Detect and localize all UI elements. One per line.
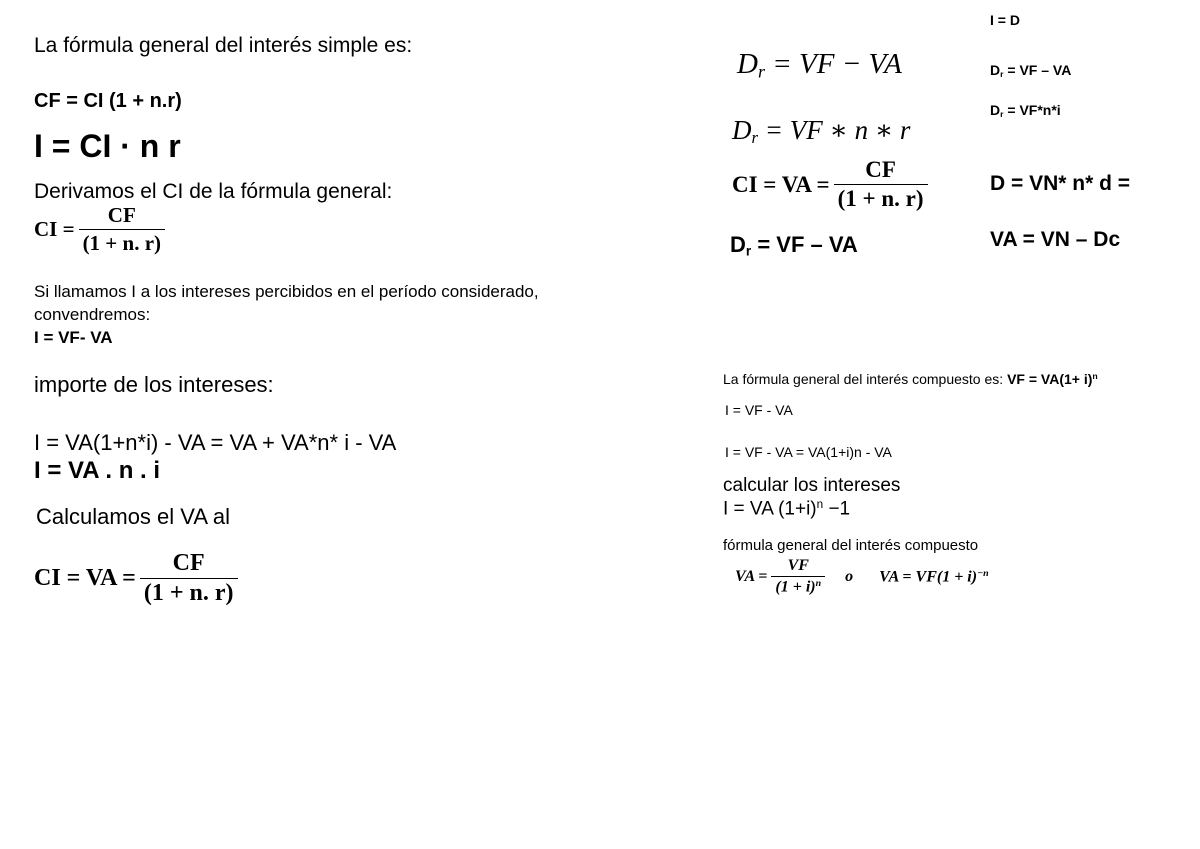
compound-formula-base: VF = VA(1+ i)	[1007, 371, 1093, 387]
dr-vfnr-subscript: r	[751, 128, 759, 148]
formula-d-vn-n-d: D = VN* n* d =	[990, 172, 1131, 195]
right-ci-va-fraction	[732, 157, 928, 212]
derive-ci-text: Derivamos el CI de la fórmula general:	[34, 180, 393, 203]
calcular-intereses-text: calcular los intereses	[723, 475, 901, 496]
interest-expansion: I = VA(1+n*i) - VA = VA + VA*n* i - VA	[34, 430, 397, 455]
dr-vfnr-symbol: D	[732, 115, 752, 145]
va-alt-formula	[879, 568, 988, 586]
right-ci-va-numerator: CF	[865, 157, 896, 182]
ci-va-denominator: (1 + n. r)	[140, 578, 238, 607]
si-llamamos-line2: convendremos:	[34, 305, 151, 324]
dr-bold-subscript: r	[745, 243, 752, 259]
va-alt-exponent: −n	[977, 567, 989, 579]
dr-vfni-subscript: r	[1000, 109, 1004, 120]
va-frac-den-exponent: n	[815, 578, 822, 589]
dr-subscript: r	[757, 61, 765, 82]
ci-va-lhs: CI = VA =	[34, 565, 136, 591]
formula-i-eq-d: I = D	[990, 12, 1020, 28]
ci-fraction-denominator: (1 + n. r)	[79, 229, 165, 256]
compound-interest-exponent: n	[816, 498, 824, 511]
va-frac-lhs: VA =	[735, 567, 768, 585]
simple-interest-intro: La fórmula general del interés simple es:	[34, 34, 413, 57]
va-compound-formulas	[735, 557, 989, 596]
ci-fraction-lhs: CI =	[34, 217, 75, 241]
dr-symbol: D	[737, 48, 758, 80]
dr-vf-n-i-small	[990, 102, 1061, 119]
dr-vfni-symbol: D	[990, 102, 1001, 118]
compound-i-vf-va: I = VF - VA	[725, 402, 793, 418]
va-frac-den-base: (1 + i)	[775, 578, 816, 596]
dr-vf-va-small	[990, 62, 1071, 79]
ci-va-fraction-formula	[34, 550, 238, 607]
formula-cf: CF = CI (1 + n.r)	[34, 90, 182, 112]
right-ci-va-lhs: CI = VA =	[732, 171, 830, 197]
formula-va-vn-dc: VA = VN – Dc	[990, 228, 1121, 251]
calculamos-va-text: Calculamos el VA al	[36, 504, 231, 529]
formula-i-va-n-i: I = VA . n . i	[34, 457, 161, 484]
compound-interest-intro	[723, 371, 1098, 387]
va-frac-denominator	[771, 576, 825, 596]
compound-formula-exponent: n	[1092, 371, 1098, 382]
dr-vfni-rhs: = VF*n*i	[1007, 102, 1061, 118]
importe-intereses-text: importe de los intereses:	[34, 372, 274, 397]
compound-interest-base: I = VA (1+i)	[723, 498, 817, 520]
ci-fraction-formula	[34, 203, 165, 256]
right-ci-va-denominator: (1 + n. r)	[834, 184, 928, 212]
dr-vf-n-r-math	[732, 115, 910, 148]
dr-vf-va-rhs: = VF − VA	[772, 48, 902, 80]
dr-vf-va-bold	[730, 232, 858, 258]
compound-intro-text: La fórmula general del interés compuesto es:	[723, 371, 1004, 387]
compound-interest-formula	[723, 498, 850, 520]
compound-interest-tail: −1	[823, 498, 851, 520]
formula-i-ci-nr: I = CI · n r	[34, 128, 181, 164]
va-alt-base: VA = VF(1 + i)	[879, 567, 978, 585]
ci-fraction-numerator: CF	[107, 203, 136, 227]
formula-i-vf-va: I = VF- VA	[34, 328, 113, 347]
dr-small-subscript: r	[1000, 69, 1004, 80]
dr-vf-va-math	[737, 48, 902, 82]
connector-o: o	[845, 567, 854, 585]
dr-bold-symbol: D	[730, 232, 746, 257]
dr-vfnr-rhs: = VF ∗ n ∗ r	[764, 115, 911, 145]
compound-i-expanded: I = VF - VA = VA(1+i)n - VA	[725, 444, 892, 460]
dr-bold-rhs: = VF – VA	[757, 232, 858, 257]
dr-small-rhs: = VF – VA	[1007, 62, 1072, 78]
ci-va-numerator: CF	[172, 550, 205, 576]
si-llamamos-line1: Si llamamos I a los intereses percibidos en el período considerado,	[34, 282, 539, 301]
compound-formula	[1007, 371, 1098, 387]
formula-compuesto-text: fórmula general del interés compuesto	[723, 537, 979, 554]
dr-small-symbol: D	[990, 62, 1001, 78]
va-frac-numerator: VF	[787, 557, 809, 574]
